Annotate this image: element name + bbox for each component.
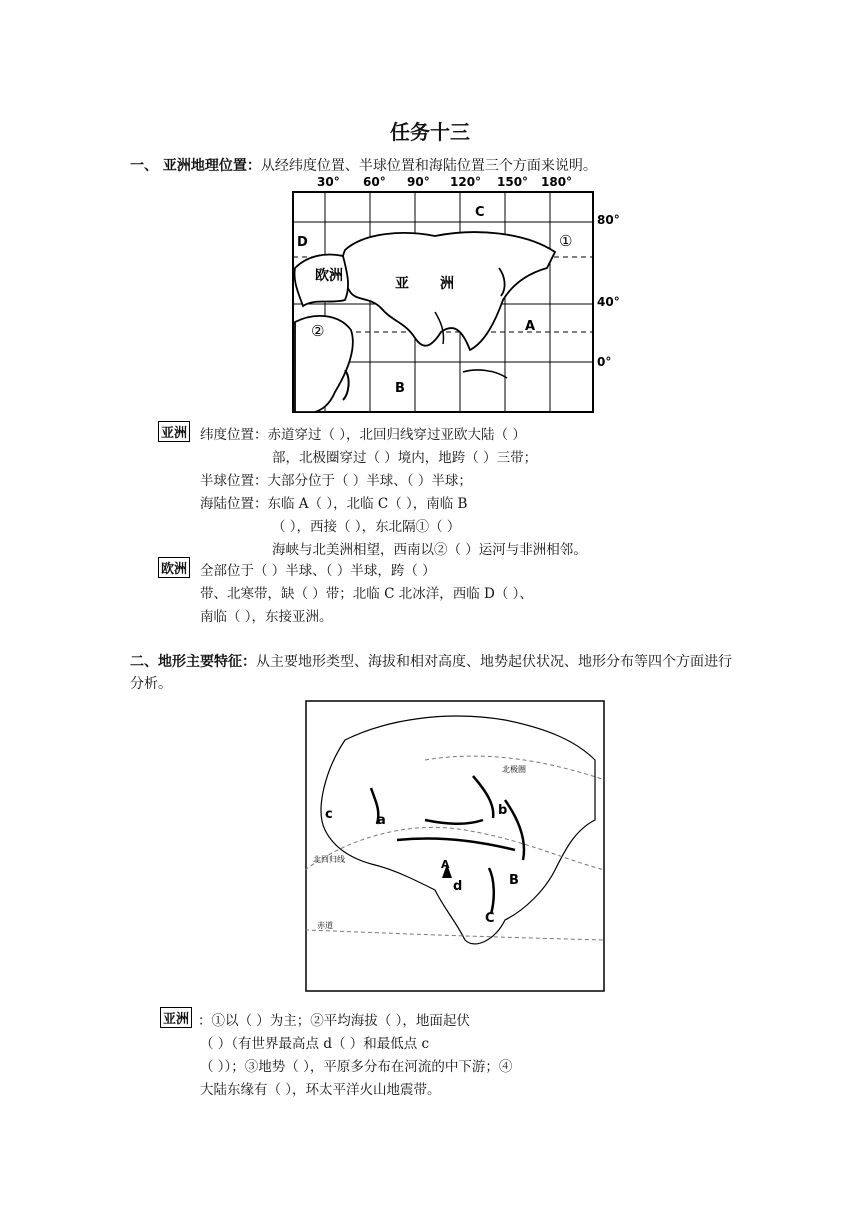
map-letter-A: A — [525, 319, 536, 334]
lat-label: 80° — [597, 213, 620, 227]
section2-heading: 二、地形主要特征： — [130, 654, 256, 670]
lon-label: 90° — [407, 175, 430, 189]
lon-label: 180° — [541, 175, 573, 189]
asia-box-label: 亚洲 — [158, 421, 190, 442]
asia-line-4: 海陆位置：东临 A（ ），北临 C（ ），南临 B — [200, 496, 468, 512]
map2-letter-b: b — [498, 803, 508, 818]
asia-terrain-map — [305, 700, 605, 992]
map2-letter-a: a — [377, 813, 386, 828]
map2-letter-B: B — [509, 873, 519, 888]
map-label-asia-2: 洲 — [440, 276, 454, 292]
map2-letter-C: C — [485, 911, 495, 926]
arctic-circle-label: 北极圈 — [502, 765, 526, 774]
map-letter-D: D — [297, 235, 308, 250]
lon-label: 60° — [363, 175, 386, 189]
section2-desc-1: 从主要地形类型、海拔和相对高度、地势起伏状况、地形分布等四个方面进行 — [256, 654, 732, 670]
terrain-line-1: ：①以（ ）为主；②平均海拔（ ），地面起伏 — [198, 1013, 470, 1029]
asia-line-6: 海峡与北美洲相望，西南以②（ ）运河与非洲相邻。 — [272, 542, 587, 558]
equator-label: 赤道 — [317, 921, 333, 930]
tropic-label: 北回归线 — [313, 855, 345, 864]
asia-line-3: 半球位置：大部分位于（ ）半球、（ ）半球； — [200, 473, 472, 489]
section2-heading-row — [130, 651, 732, 671]
terrain-line-2: （ ）（有世界最高点 d（ ）和最低点 c — [200, 1036, 430, 1052]
europe-line-2: 带、北寒带，缺（ ）带；北临 C 北冰洋，西临 D（ ）、 — [200, 586, 533, 602]
europe-line-3: 南临（ ），东接亚洲。 — [200, 609, 333, 625]
europe-line-1: 全部位于（ ）半球、（ ）半球，跨（ ） — [200, 563, 436, 579]
page-title: 任务十三 — [390, 120, 470, 144]
europe-box-label: 欧洲 — [158, 557, 190, 578]
asia-line-5: （ ），西接（ ），东北隔①（ ） — [272, 519, 461, 535]
map2-letter-A: A — [441, 858, 450, 871]
lon-label: 150° — [497, 175, 529, 189]
terrain-asia-box-label: 亚洲 — [160, 1007, 192, 1028]
terrain-line-4: 大陆东缘有（ ），环太平洋火山地震带。 — [200, 1082, 441, 1098]
lon-label: 120° — [450, 175, 482, 189]
map-marker-1: ① — [559, 232, 573, 250]
map2-letter-d: d — [453, 879, 463, 894]
map-letter-C: C — [475, 205, 485, 220]
terrain-line-3: （ ））；③地势（ ），平原多分布在河流的中下游；④ — [200, 1059, 513, 1075]
asia-line-2: 部，北极圈穿过（ ）境内，地跨（ ）三带； — [272, 450, 538, 466]
lon-label: 30° — [317, 175, 340, 189]
map-marker-2: ② — [311, 322, 325, 340]
lat-label: 40° — [597, 295, 620, 309]
section1-heading: 一、 亚洲地理位置： — [130, 158, 261, 174]
map-label-asia-1: 亚 — [395, 276, 409, 292]
lat-label: 0° — [597, 355, 612, 369]
section2-desc-2: 分析。 — [130, 676, 172, 692]
map-letter-B: B — [395, 381, 405, 396]
section1-desc: 从经纬度位置、半球位置和海陆位置三个方面来说明。 — [260, 158, 597, 174]
asia-location-map — [285, 172, 635, 417]
map-label-europe: 欧洲 — [315, 268, 343, 284]
map2-letter-c: c — [325, 807, 333, 822]
asia-line-1: 纬度位置：赤道穿过（ ），北回归线穿过亚欧大陆（ ） — [200, 427, 526, 443]
